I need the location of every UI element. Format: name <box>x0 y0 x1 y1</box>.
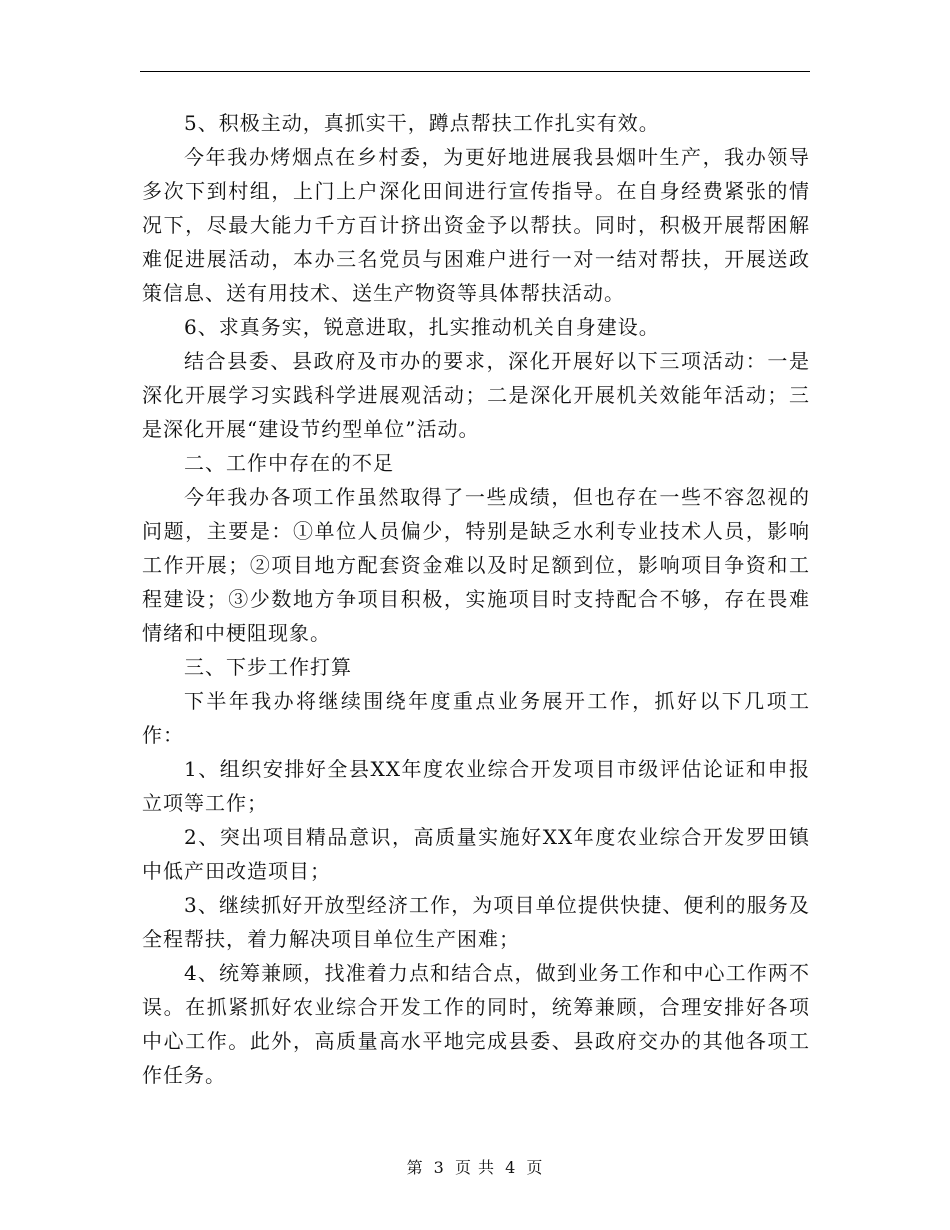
document-body <box>142 106 810 1092</box>
list-item: 1、组织安排好全县XX年度农业综合开发项目市级评估论证和申报立项等工作； <box>142 757 810 815</box>
paragraph: 下半年我办将继续围绕年度重点业务展开工作，抓好以下几项工作： <box>142 689 810 747</box>
footer-suffix: 页 <box>526 1158 544 1177</box>
list-item: 2、突出项目精品意识，高质量实施好XX年度农业综合开发罗田镇中低产田改造项目； <box>142 825 810 883</box>
section-heading: 二、工作中存在的不足 <box>184 451 394 475</box>
footer-prefix: 第 <box>406 1158 424 1177</box>
paragraph: 6、求真务实，锐意进取，扎实推动机关自身建设。 <box>184 315 660 339</box>
page-number: 3 <box>433 1158 445 1177</box>
paragraph: 结合县委、县政府及市办的要求，深化开展好以下三项活动：一是深化开展学习实践科学进展观活动；二是深化开展机关效能年活动；三是深化开展“建设节约型单位”活动。 <box>142 349 810 441</box>
page-total: 4 <box>505 1158 517 1177</box>
paragraph: 今年我办烤烟点在乡村委，为更好地进展我县烟叶生产，我办领导多次下到村组，上门上户深化田间进行宣传指导。在自身经费紧张的情况下，尽最大能力千方百计挤出资金予以帮扶。同时，积极开展帮困解难促进展活动，本办三名党员与困难户进行一对一结对帮扶，开展送政策信息、送有用技术、送生产物资等具体帮扶活动。 <box>142 145 810 305</box>
header-rule <box>140 71 810 72</box>
section-heading: 三、下步工作打算 <box>184 655 352 679</box>
paragraph: 5、积极主动，真抓实干，蹲点帮扶工作扎实有效。 <box>184 111 660 135</box>
footer-middle: 页 共 <box>454 1158 496 1177</box>
list-item: 3、继续抓好开放型经济工作，为项目单位提供快捷、便利的服务及全程帮扶，着力解决项目单位生产困难； <box>142 893 810 951</box>
paragraph: 今年我办各项工作虽然取得了一些成绩，但也存在一些不容忽视的问题，主要是：①单位人员偏少，特别是缺乏水利专业技术人员，影响工作开展；②项目地方配套资金难以及时足额到位，影响项目争资和工程建设；③少数地方争项目积极，实施项目时支持配合不够，存在畏难情绪和中梗阻现象。 <box>142 485 810 645</box>
list-item: 4、统筹兼顾，找准着力点和结合点，做到业务工作和中心工作两不误。在抓紧抓好农业综合开发工作的同时，统筹兼顾，合理安排好各项中心工作。此外，高质量高水平地完成县委、县政府交办的其他各项工作任务。 <box>142 961 810 1087</box>
page-footer <box>0 1155 950 1178</box>
